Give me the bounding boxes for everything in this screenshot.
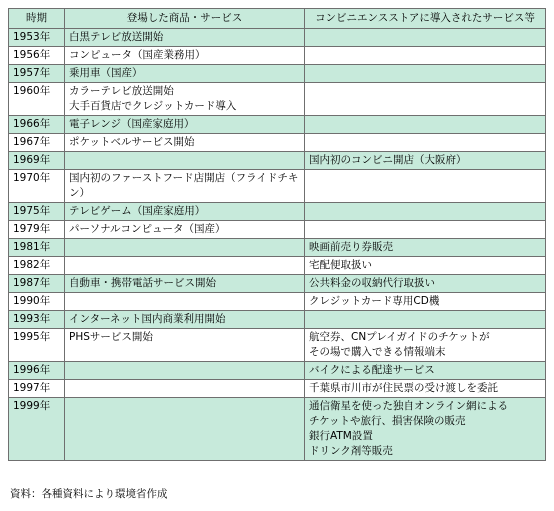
- table-row: [9, 152, 546, 170]
- era-cell: 1960年: [9, 83, 65, 116]
- era-cell: 1956年: [9, 47, 65, 65]
- products-cell: [65, 152, 305, 170]
- table-row: [9, 398, 546, 461]
- products-cell: 乗用車（国産）: [65, 65, 305, 83]
- convenience-cell: 航空券、CNプレイガイドのチケットが その場で購入できる情報端末: [305, 329, 546, 362]
- era-cell: 1966年: [9, 116, 65, 134]
- products-cell: インターネット国内商業利用開始: [65, 311, 305, 329]
- convenience-cell: [305, 29, 546, 47]
- era-cell: 1999年: [9, 398, 65, 461]
- table-row: [9, 329, 546, 362]
- era-cell: 1981年: [9, 239, 65, 257]
- convenience-cell: [305, 116, 546, 134]
- table-row: [9, 83, 546, 116]
- table-body: [9, 29, 546, 461]
- era-cell: 1967年: [9, 134, 65, 152]
- table-row: [9, 362, 546, 380]
- convenience-cell: バイクによる配達サービス: [305, 362, 546, 380]
- convenience-cell: 通信衛星を使った独自オンライン網による チケットや旅行、損害保険の販売 銀行ATM設置 ドリンク剤等販売: [305, 398, 546, 461]
- products-cell: テレビゲーム（国産家庭用）: [65, 203, 305, 221]
- era-cell: 1993年: [9, 311, 65, 329]
- era-cell: 1997年: [9, 380, 65, 398]
- products-cell: ポケットベルサービス開始: [65, 134, 305, 152]
- era-cell: 1975年: [9, 203, 65, 221]
- table-header-row: [9, 9, 546, 29]
- convenience-cell: [305, 65, 546, 83]
- source-note: 資料：各種資料により環境省作成: [10, 488, 168, 500]
- convenience-cell: 宅配便取扱い: [305, 257, 546, 275]
- products-cell: 白黒テレビ放送開始: [65, 29, 305, 47]
- header-products: 登場した商品・サービス: [65, 9, 305, 29]
- table-row: [9, 293, 546, 311]
- era-cell: 1969年: [9, 152, 65, 170]
- convenience-cell: [305, 170, 546, 203]
- convenience-cell: [305, 311, 546, 329]
- table-row: [9, 47, 546, 65]
- convenience-cell: [305, 221, 546, 239]
- table-row: [9, 203, 546, 221]
- convenience-cell: [305, 83, 546, 116]
- table-row: [9, 275, 546, 293]
- convenience-cell: [305, 203, 546, 221]
- convenience-cell: 公共料金の収納代行取扱い: [305, 275, 546, 293]
- header-era: 時期: [9, 9, 65, 29]
- products-cell: [65, 398, 305, 461]
- products-cell: 電子レンジ（国産家庭用）: [65, 116, 305, 134]
- era-cell: 1970年: [9, 170, 65, 203]
- table-row: [9, 311, 546, 329]
- products-cell: カラーテレビ放送開始 大手百貨店でクレジットカード導入: [65, 83, 305, 116]
- table-row: [9, 65, 546, 83]
- products-cell: [65, 257, 305, 275]
- convenience-cell: 国内初のコンビニ開店（大阪府）: [305, 152, 546, 170]
- era-cell: 1982年: [9, 257, 65, 275]
- era-cell: 1953年: [9, 29, 65, 47]
- convenience-cell: 千葉県市川市が住民票の受け渡しを委託: [305, 380, 546, 398]
- table-row: [9, 116, 546, 134]
- era-cell: 1957年: [9, 65, 65, 83]
- table-row: [9, 134, 546, 152]
- era-cell: 1987年: [9, 275, 65, 293]
- convenience-cell: クレジットカード専用CD機: [305, 293, 546, 311]
- era-cell: 1979年: [9, 221, 65, 239]
- products-cell: [65, 239, 305, 257]
- table-row: [9, 170, 546, 203]
- products-cell: [65, 293, 305, 311]
- table-row: [9, 221, 546, 239]
- products-cell: パーソナルコンピュータ（国産）: [65, 221, 305, 239]
- era-cell: 1996年: [9, 362, 65, 380]
- products-cell: 自動車・携帯電話サービス開始: [65, 275, 305, 293]
- table-row: [9, 380, 546, 398]
- table-row: [9, 239, 546, 257]
- products-cell: [65, 380, 305, 398]
- history-table: [8, 8, 546, 461]
- products-cell: コンピュータ（国産業務用）: [65, 47, 305, 65]
- era-cell: 1995年: [9, 329, 65, 362]
- products-cell: 国内初のファーストフード店開店（フライドチキン）: [65, 170, 305, 203]
- header-convenience: コンビニエンスストアに導入されたサービス等: [305, 9, 546, 29]
- table-row: [9, 29, 546, 47]
- convenience-cell: [305, 134, 546, 152]
- convenience-cell: 映画前売り券販売: [305, 239, 546, 257]
- convenience-cell: [305, 47, 546, 65]
- products-cell: [65, 362, 305, 380]
- table-row: [9, 257, 546, 275]
- era-cell: 1990年: [9, 293, 65, 311]
- products-cell: PHSサービス開始: [65, 329, 305, 362]
